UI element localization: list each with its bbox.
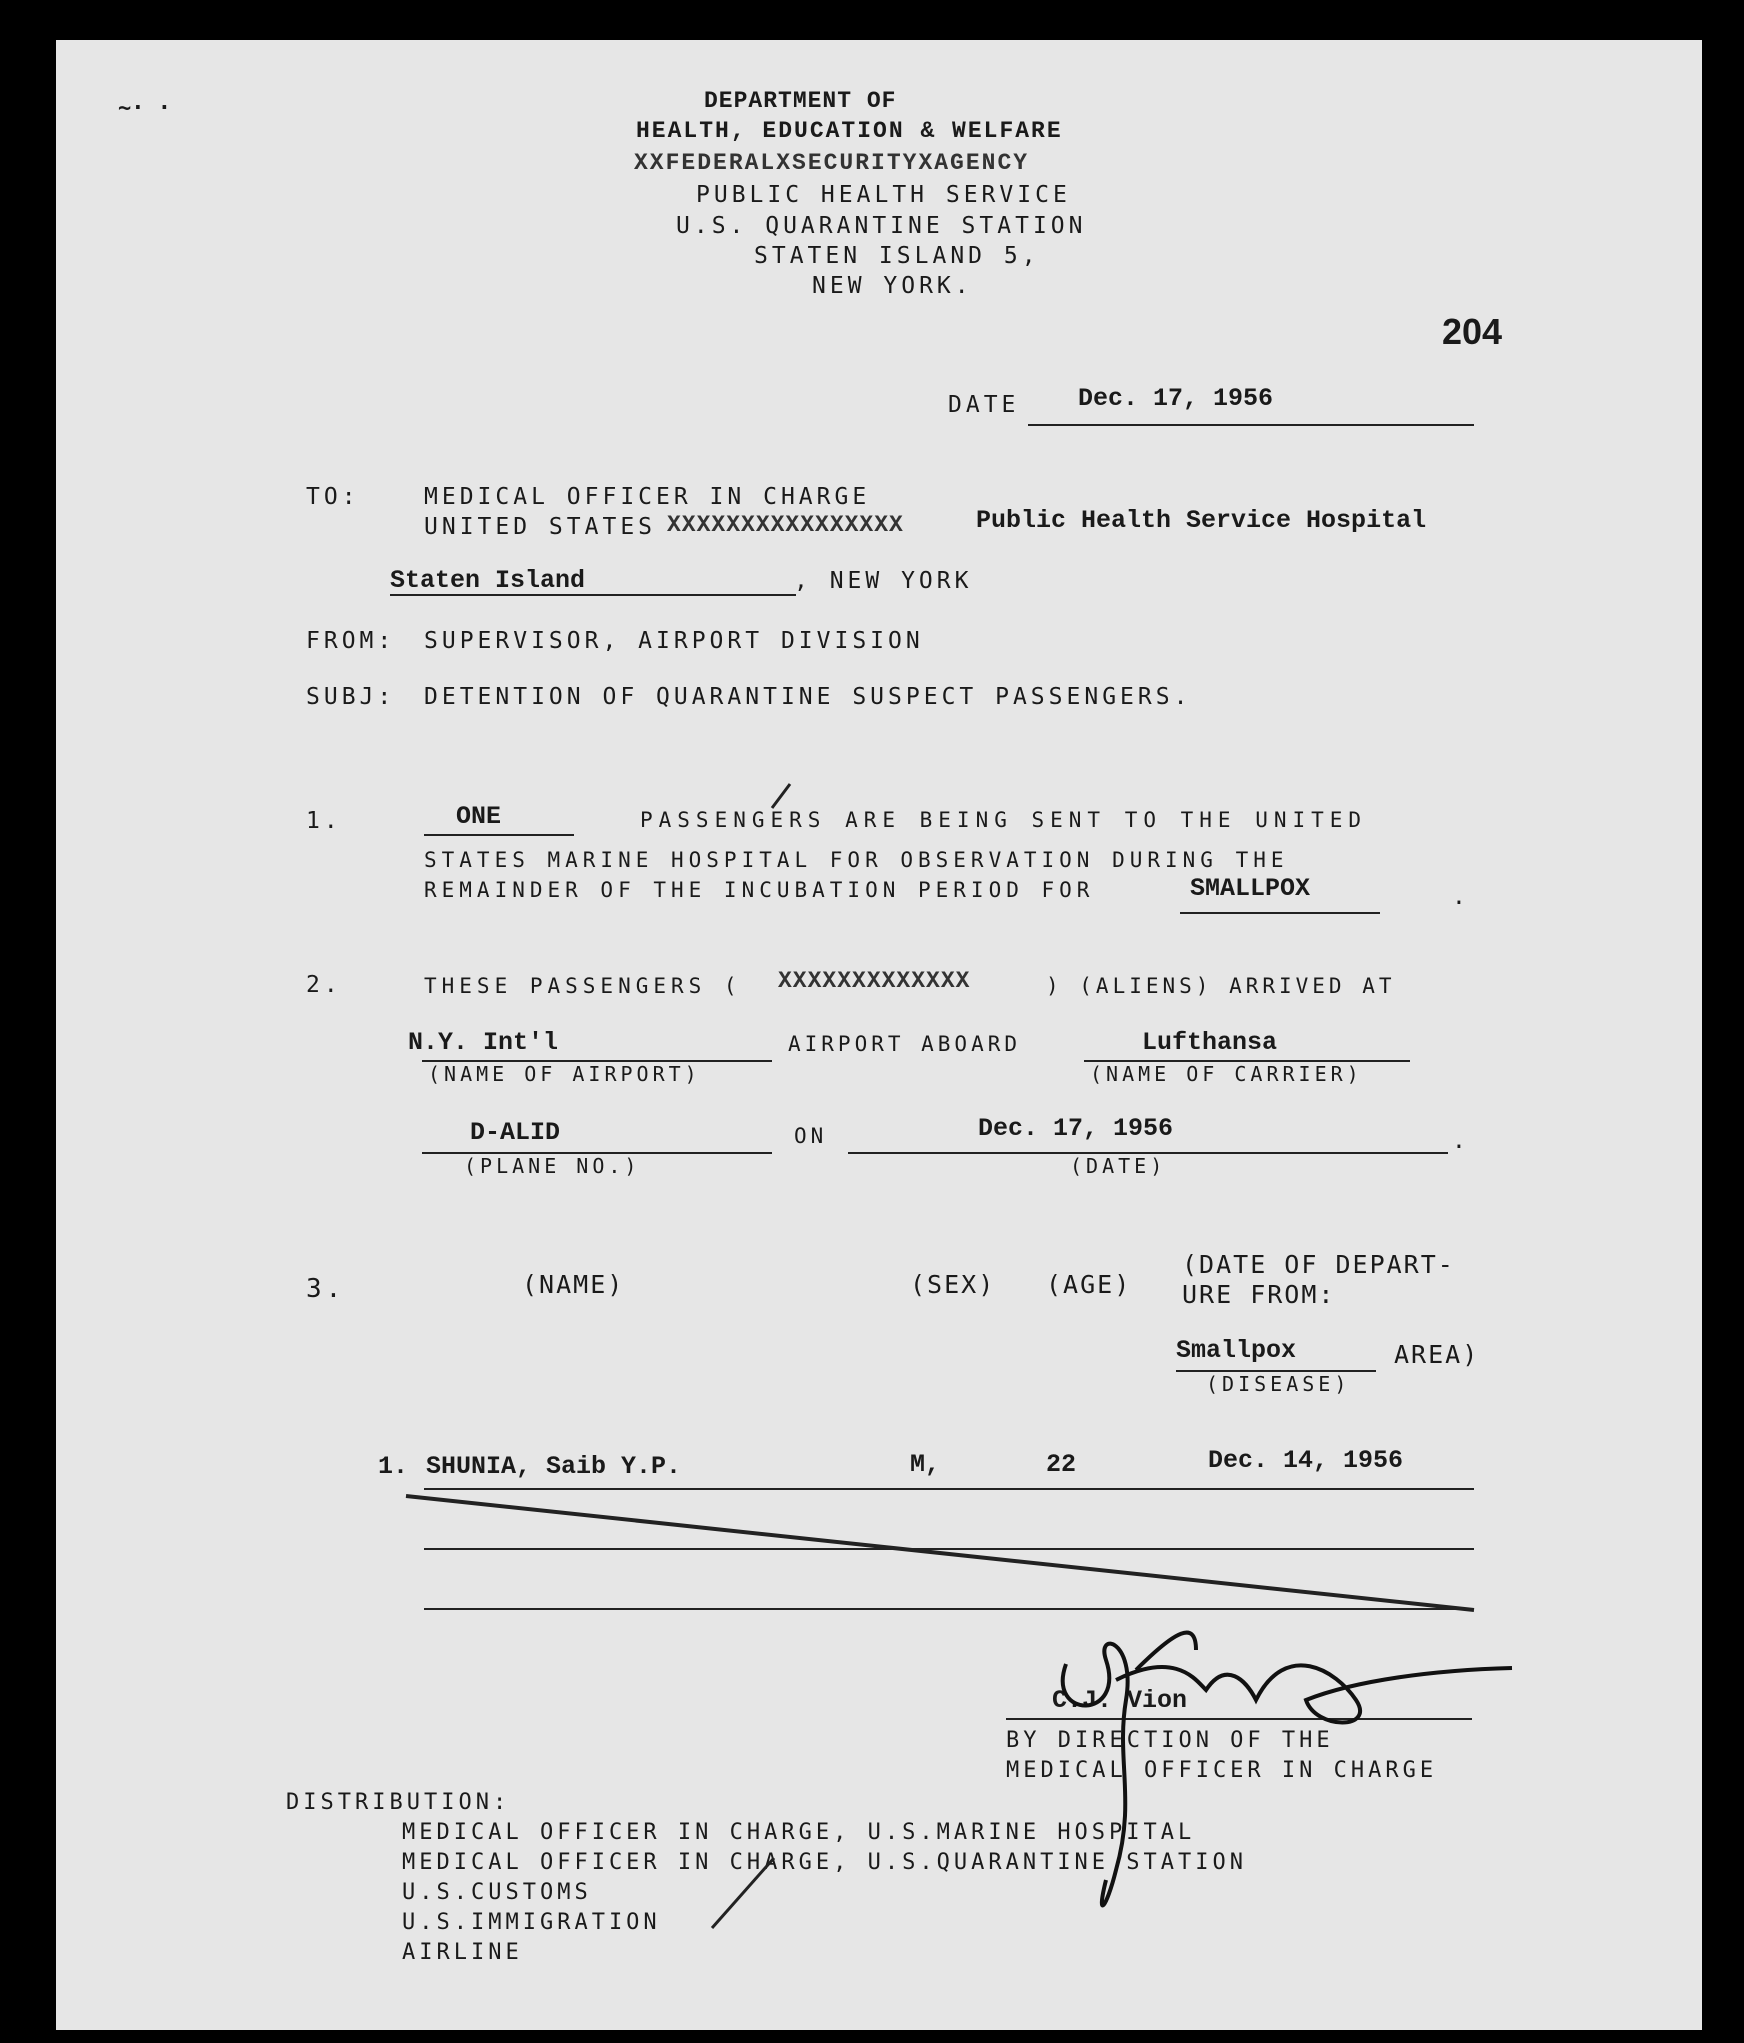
check-mark [772,784,790,808]
signature-stroke-2 [1116,1665,1512,1722]
header-struck-agency: XXFEDERALXSECURITYXAGENCY [634,150,1030,176]
header-department: DEPARTMENT OF [704,88,897,114]
item2-carrier-caption: (NAME OF CARRIER) [1090,1062,1363,1086]
row-number: 1. [378,1452,409,1481]
signature-typed-name: C.J. Vion [1052,1686,1188,1715]
item2-plane-caption: (PLANE NO.) [464,1154,641,1178]
item3-col-age: (AGE) [1046,1270,1132,1299]
item2-text1: THESE PASSENGERS ( [424,974,742,998]
header-new-york: NEW YORK. [812,273,973,299]
item2-plane: D-ALID [470,1118,561,1147]
distribution-item: AIRLINE [402,1940,523,1965]
distribution-item: U.S.CUSTOMS [402,1880,592,1905]
item2-struck: XXXXXXXXXXXXX [778,968,971,994]
subj-label: SUBJ: [306,684,396,710]
from-label: FROM: [306,628,396,654]
item3-col-departure1: (DATE OF DEPART- [1182,1250,1455,1279]
item2-on: ON [794,1124,828,1148]
strike-diagonal-line [406,1496,1474,1610]
item2-number: 2. [306,972,342,998]
date-label: DATE [948,392,1020,418]
item3-col-departure2: URE FROM: [1182,1280,1336,1309]
item3-col-sex: (SEX) [910,1270,996,1299]
item2-date-caption: (DATE) [1070,1154,1167,1178]
item3-disease-caption: (DISEASE) [1206,1372,1351,1396]
page-number: 204 [1442,311,1503,352]
item2-end: . [1452,1128,1470,1154]
distribution-label: DISTRIBUTION: [286,1790,511,1815]
document-page [56,40,1702,2030]
distribution-item: MEDICAL OFFICER IN CHARGE, U.S.QUARANTINE STATION [402,1850,1248,1875]
item2-airport-caption: (NAME OF AIRPORT) [428,1062,701,1086]
signature-stroke-1 [1063,1644,1128,1906]
row-name: SHUNIA, Saib Y.P. [426,1452,682,1481]
corner-marks: ~· · [118,96,171,121]
distribution-item: U.S.IMMIGRATION [402,1910,661,1935]
item3-number: 3. [306,1274,346,1304]
signature-stroke-3 [1136,1633,1196,1670]
item1-text2: STATES MARINE HOSPITAL FOR OBSERVATION DURING THE [424,848,1289,872]
to-state: , NEW YORK [794,568,973,594]
header-staten-island: STATEN ISLAND 5, [754,243,1040,269]
to-line2-prefix: UNITED STATES [424,514,657,540]
to-line2-struck: XXXXXXXXXXXXXXXX [667,512,904,538]
to-hospital: Public Health Service Hospital [976,506,1427,535]
item1-text3: REMAINDER OF THE INCUBATION PERIOD FOR [424,878,1095,902]
header-quarantine-station: U.S. QUARANTINE STATION [676,213,1087,239]
to-label: TO: [306,484,360,510]
signature-line1: BY DIRECTION OF THE [1006,1728,1334,1753]
item3-area-label: AREA) [1394,1340,1480,1369]
distribution-item: MEDICAL OFFICER IN CHARGE, U.S.MARINE HOSPITAL [402,1820,1196,1845]
item1-count: ONE [456,802,502,831]
date-value: Dec. 17, 1956 [1078,384,1274,413]
item1-disease: SMALLPOX [1190,874,1311,903]
item1-number: 1. [306,808,342,834]
handwritten-marks [56,40,1702,2030]
signature-line2: MEDICAL OFFICER IN CHARGE [1006,1758,1438,1783]
header-hew: HEALTH, EDUCATION & WELFARE [636,118,1063,144]
item1-text1: PASSENGERS ARE BEING SENT TO THE UNITED [640,808,1368,832]
row-sex: M, [910,1450,941,1479]
item3-area-disease: Smallpox [1176,1336,1297,1365]
subj-value: DETENTION OF QUARANTINE SUSPECT PASSENGERS. [424,684,1192,710]
to-city: Staten Island [390,566,586,595]
item2-airport: N.Y. Int'l [408,1028,559,1057]
check-mark-immigration [712,1858,774,1928]
row-age: 22 [1046,1450,1077,1479]
item1-end: . [1452,884,1470,910]
item2-carrier: Lufthansa [1142,1028,1278,1057]
item2-arrival-date: Dec. 17, 1956 [978,1114,1174,1143]
from-value: SUPERVISOR, AIRPORT DIVISION [424,628,924,654]
item2-text2: ) (ALIENS) ARRIVED AT [1046,974,1396,998]
to-line1: MEDICAL OFFICER IN CHARGE [424,484,871,510]
header-phs: PUBLIC HEALTH SERVICE [696,182,1071,208]
item3-col-name: (NAME) [522,1270,625,1299]
item2-aboard: AIRPORT ABOARD [788,1032,1022,1056]
row-departure: Dec. 14, 1956 [1208,1446,1404,1475]
